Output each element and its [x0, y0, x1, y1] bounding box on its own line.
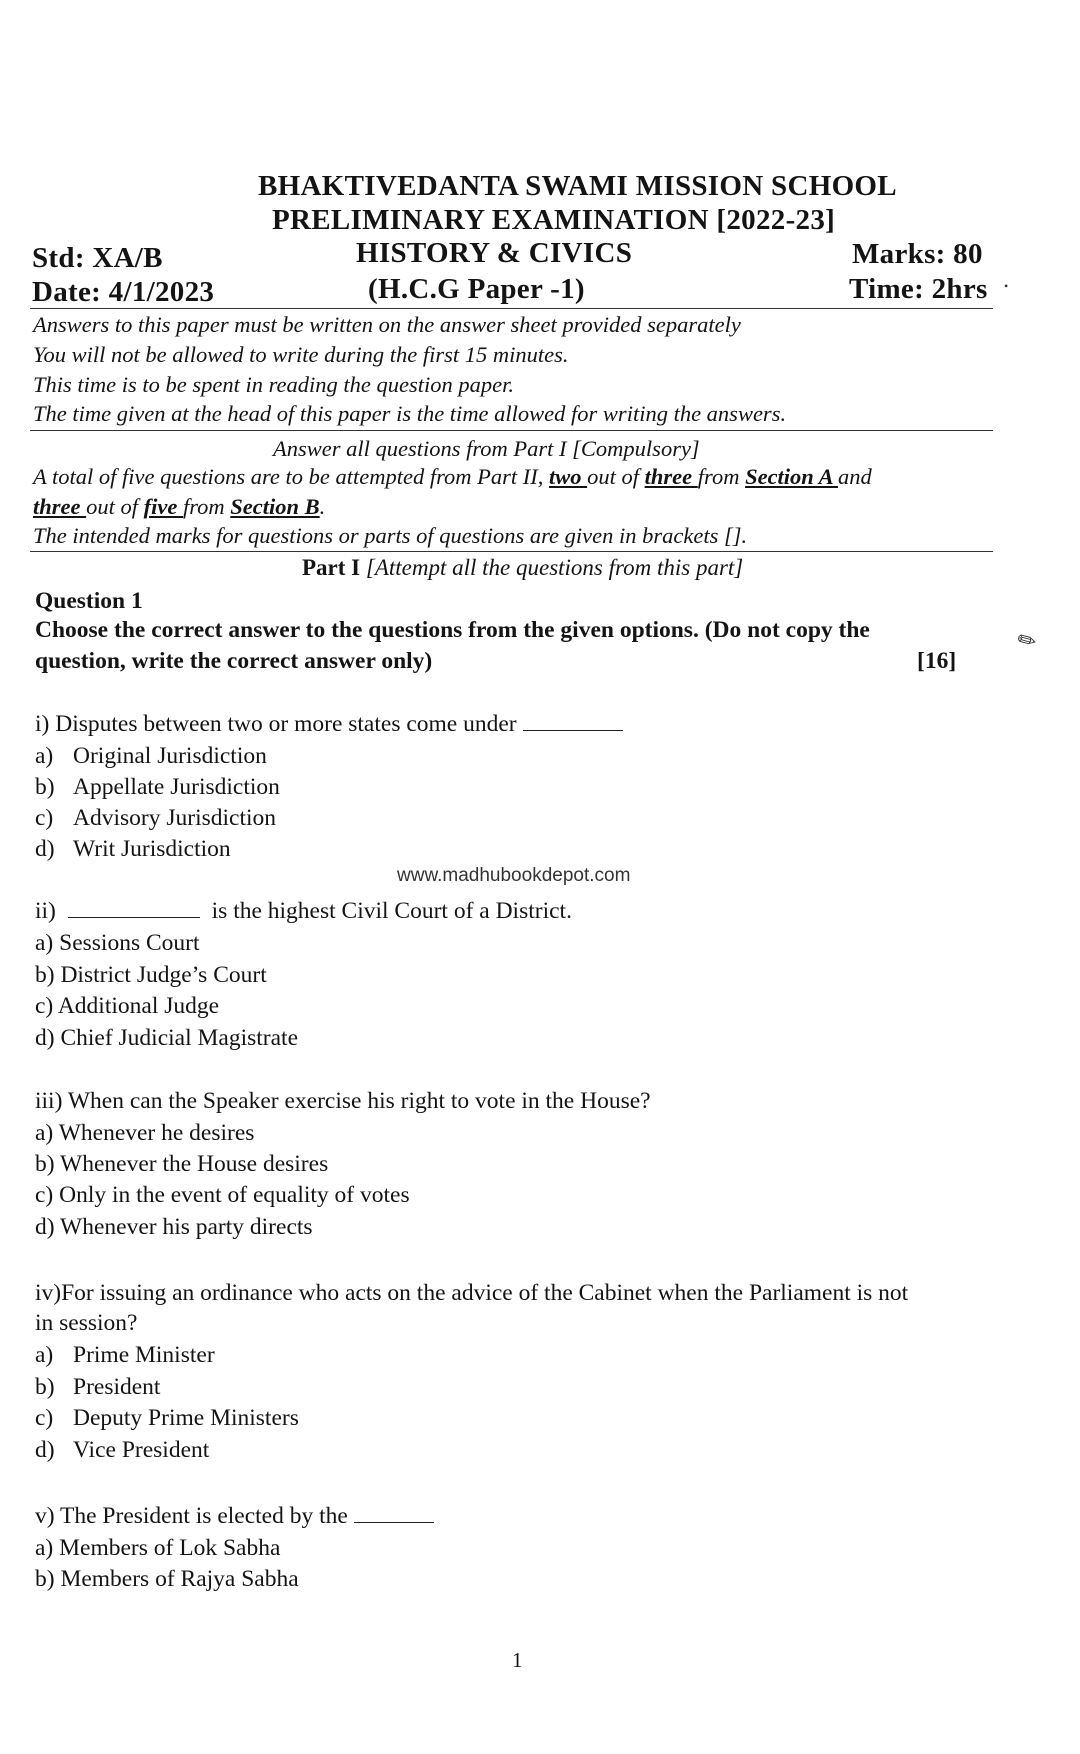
option-letter: b)	[35, 1374, 55, 1400]
option-text: Prime Minister	[73, 1342, 215, 1368]
option-letter: a)	[35, 1342, 54, 1368]
option-letter: a)	[35, 743, 54, 769]
list-item: c) Only in the event of equality of votes	[35, 1182, 410, 1208]
instruction-line-1: Answers to this paper must be written on the answer sheet provided separately	[33, 312, 741, 337]
part2-text-d: and	[838, 464, 872, 489]
part2-instruction-line-1	[33, 464, 872, 490]
school-name: BHAKTIVEDANTA SWAMI MISSION SCHOOL	[258, 170, 897, 202]
scan-mark: ✎	[1012, 625, 1042, 657]
option-letter: b)	[35, 774, 55, 800]
page-number: 1	[512, 1648, 523, 1672]
list-item	[35, 743, 267, 770]
marks-label: Marks: 80	[852, 238, 983, 270]
question-v-text: v) The President is elected by the	[35, 1503, 348, 1529]
list-item: d) Chief Judicial Magistrate	[35, 1025, 298, 1051]
list-item	[35, 774, 280, 801]
list-item: b) Whenever the House desires	[35, 1151, 329, 1177]
instruction-rule-1	[30, 430, 993, 431]
question-iv-text-line-1: iv)For issuing an ordinance who acts on the advice of the Cabinet when the Parliament is not	[35, 1280, 909, 1306]
option-letter: c)	[35, 805, 54, 831]
question-1-title: Question 1	[35, 588, 143, 614]
list-item	[35, 1437, 209, 1464]
watermark-url: www.madhubookdepot.com	[397, 865, 631, 886]
instruction-line-3: This time is to be spent in reading the question paper.	[33, 372, 515, 397]
answer-blank	[68, 899, 200, 918]
list-item: a) Whenever he desires	[35, 1120, 255, 1146]
question-1-marks: [16]	[917, 648, 957, 674]
question-ii-prefix: ii)	[35, 898, 56, 924]
instruction-line-2: You will not be allowed to write during the first 15 minutes.	[33, 342, 569, 367]
part2-three-b: three	[33, 494, 87, 519]
instruction-rule-2	[30, 551, 993, 552]
option-letter: d)	[35, 836, 55, 862]
option-text: President	[73, 1374, 161, 1400]
part2-instruction-line-2	[33, 494, 325, 520]
part1-italic-note: [Attempt all the questions from this part]	[365, 555, 744, 580]
part1-label: Part I	[302, 555, 366, 580]
question-iv-text-line-2: in session?	[35, 1310, 138, 1336]
list-item: a) Members of Lok Sabha	[35, 1535, 281, 1561]
list-item	[35, 1342, 215, 1369]
answer-blank	[354, 1504, 434, 1523]
marks-note: The intended marks for questions or parts of questions are given in brackets [].	[33, 523, 748, 548]
option-text: Advisory Jurisdiction	[73, 805, 277, 831]
list-item: c) Additional Judge	[35, 993, 220, 1019]
date-label: Date: 4/1/2023	[32, 276, 215, 308]
answer-blank	[523, 712, 623, 731]
option-text: Vice President	[73, 1437, 210, 1463]
part2-two: two	[548, 464, 588, 489]
part2-text-c: from	[697, 464, 746, 489]
question-1-instruction-line-1: Choose the correct answer to the questions from the given options. (Do not copy the	[35, 617, 870, 643]
list-item: b) District Judge’s Court	[35, 962, 267, 988]
list-item	[35, 1405, 299, 1432]
list-item: a) Sessions Court	[35, 930, 200, 956]
option-text: Appellate Jurisdiction	[73, 774, 280, 800]
part2-text-f: from	[182, 494, 231, 519]
question-v	[35, 1503, 434, 1530]
question-i-text: i) Disputes between two or more states come under	[35, 711, 517, 737]
scan-dot: •	[1004, 279, 1009, 293]
part2-section-a: Section A	[745, 464, 838, 489]
part2-five: five	[143, 494, 183, 519]
std-label: Std: XA/B	[32, 242, 163, 274]
time-label: Time: 2hrs	[849, 273, 988, 305]
question-1-instruction-line-2: question, write the correct answer only)	[35, 648, 433, 674]
list-item: d) Whenever his party directs	[35, 1214, 313, 1240]
part2-text-b: out of	[587, 464, 645, 489]
list-item	[35, 836, 231, 863]
option-letter: d)	[35, 1437, 55, 1463]
option-letter: c)	[35, 1405, 54, 1431]
list-item	[35, 805, 276, 832]
part2-text-a: A total of five questions are to be attempted from Part II,	[33, 464, 549, 489]
instruction-line-4: The time given at the head of this paper is the time allowed for writing the answers.	[33, 401, 787, 426]
question-ii	[35, 898, 572, 925]
part2-section-b: Section B	[230, 494, 320, 519]
part2-text-g: .	[319, 494, 326, 519]
option-text: Writ Jurisdiction	[73, 836, 231, 862]
exam-title: PRELIMINARY EXAMINATION [2022-23]	[272, 204, 836, 236]
option-text: Original Jurisdiction	[73, 743, 267, 769]
list-item	[35, 1374, 160, 1401]
question-ii-text: is the highest Civil Court of a District.	[211, 898, 572, 924]
part1-compulsory-note: Answer all questions from Part I [Compulsory]	[273, 436, 700, 461]
subject-title: HISTORY & CIVICS	[356, 237, 633, 269]
part1-heading	[302, 555, 743, 581]
part2-three: three	[644, 464, 698, 489]
question-i	[35, 711, 623, 738]
paper-code: (H.C.G Paper -1)	[368, 273, 585, 305]
header-rule	[30, 308, 993, 309]
option-text: Deputy Prime Ministers	[73, 1405, 299, 1431]
question-iii-text: iii) When can the Speaker exercise his right to vote in the House?	[35, 1088, 651, 1114]
list-item: b) Members of Rajya Sabha	[35, 1566, 299, 1592]
part2-text-e: out of	[86, 494, 144, 519]
